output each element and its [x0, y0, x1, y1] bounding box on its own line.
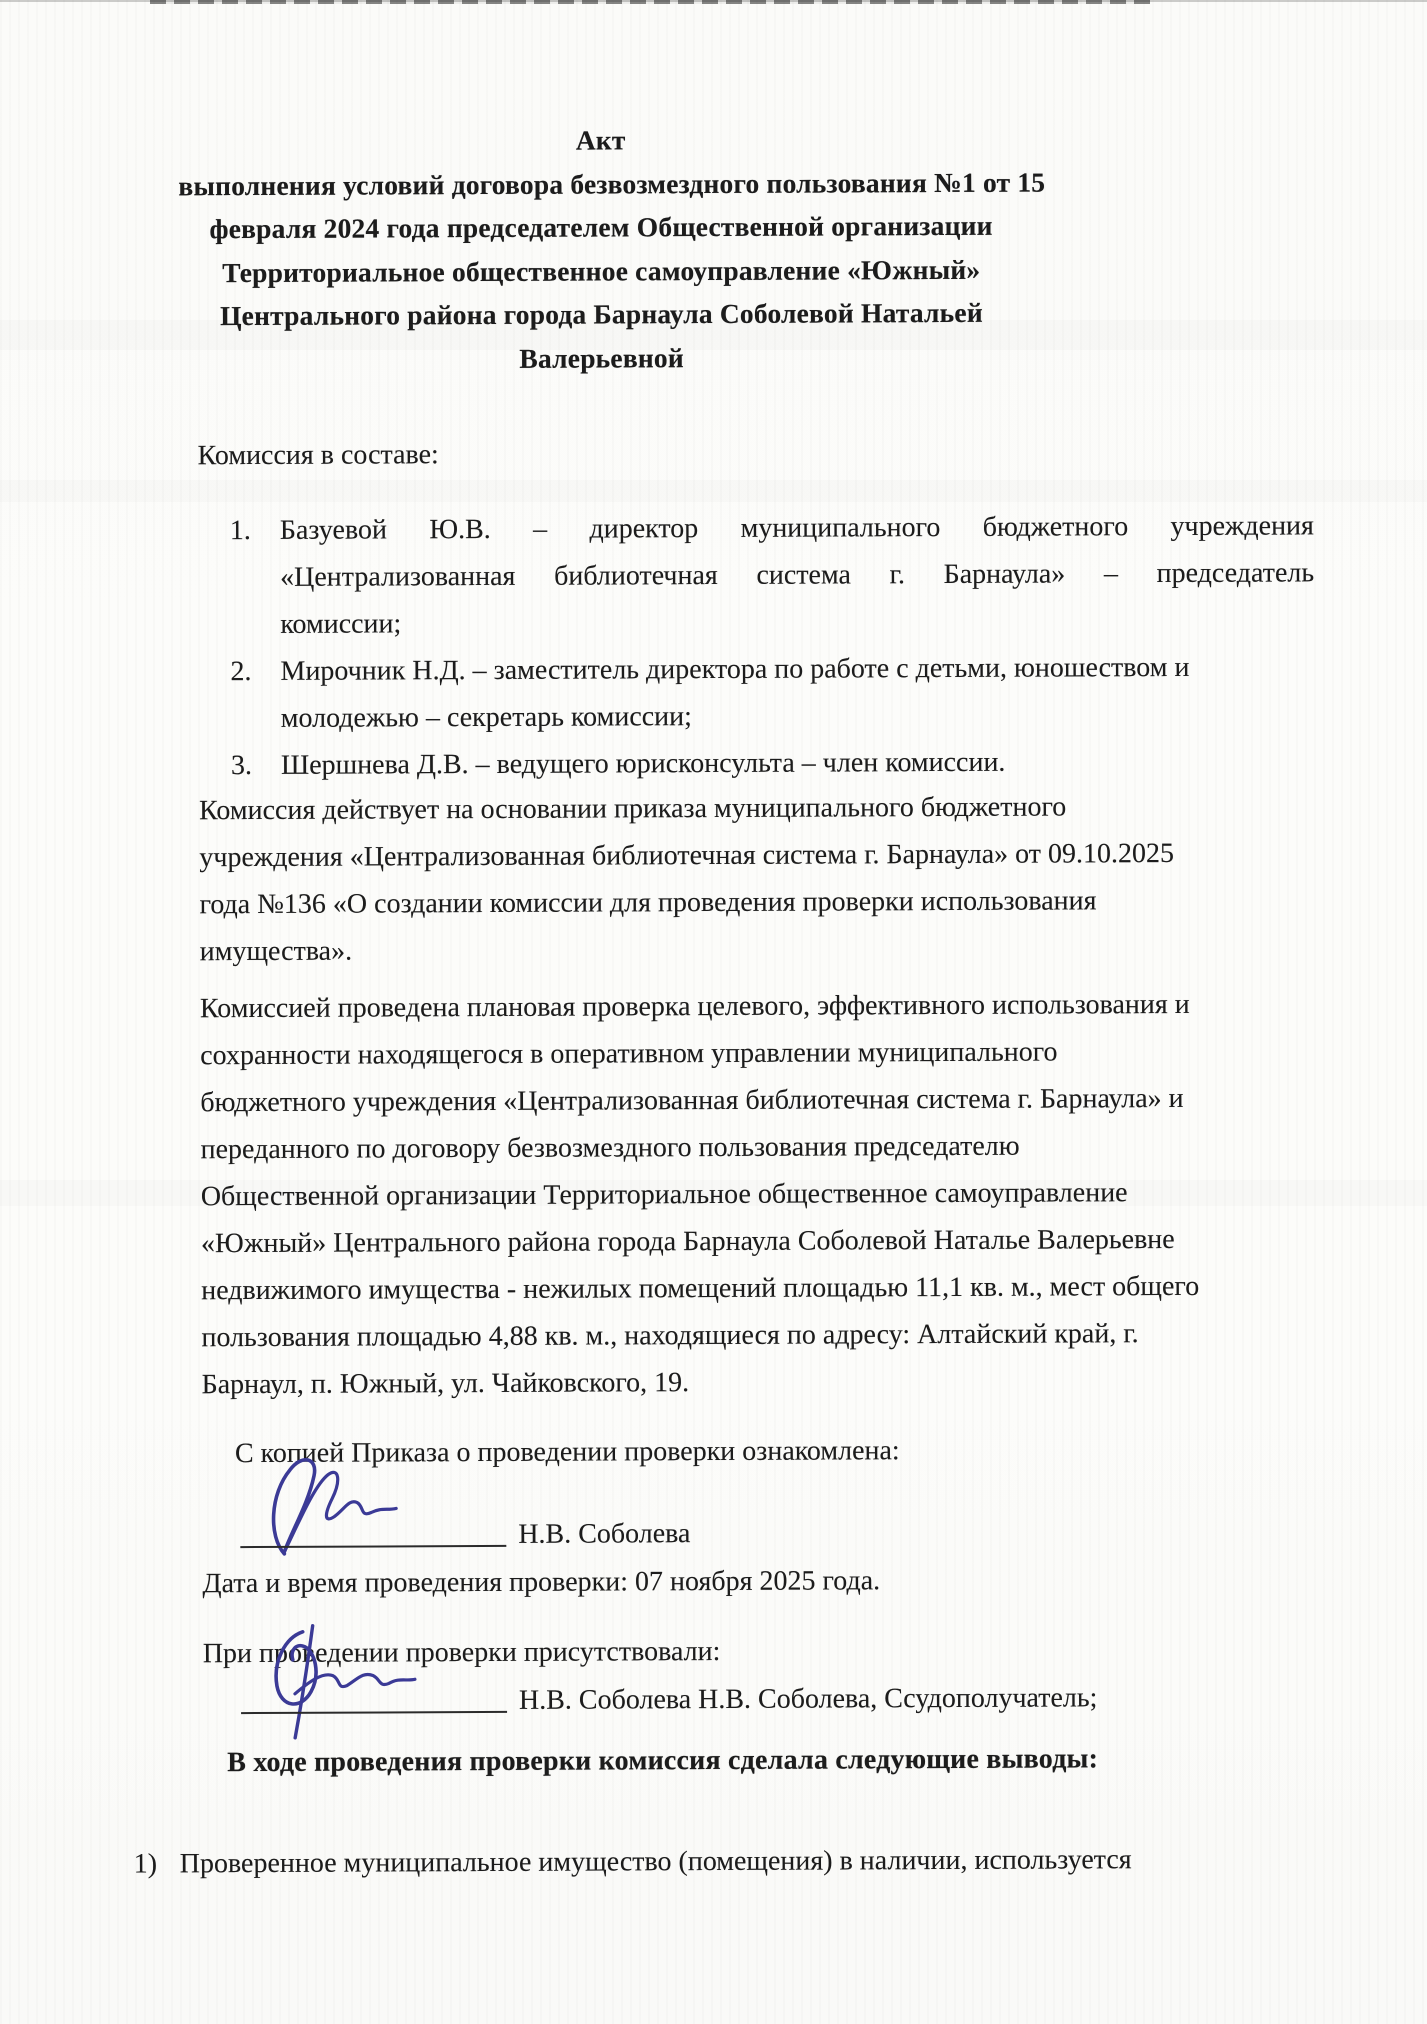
- finding-item-1: [134, 1835, 1394, 1887]
- document-title: [178, 117, 1046, 382]
- title-line: выполнения условий договора безвозмездного пользования №1 от 15: [178, 166, 1046, 201]
- commission-member-3: [231, 737, 1315, 789]
- paragraph-line: Общественной организации Территориальное общественное самоуправление: [200, 1177, 1128, 1213]
- signature-block-1: [240, 1445, 1340, 1558]
- paragraph-inspection: [200, 980, 1332, 1408]
- paragraph-basis: [199, 782, 1330, 975]
- member-line: Шершнева Д.В. – ведущего юрисконсульта – член комиссии.: [280, 746, 1006, 781]
- member-line: молодежью – секретарь комиссии;: [280, 701, 692, 734]
- signatory-name: Н.В. Соболева Н.В. Соболева, Ссудополучатель;: [518, 1682, 1098, 1716]
- paragraph-line: учреждения «Централизованная библиотечная система г. Барнаула» от 09.10.2025: [199, 837, 1175, 874]
- commission-members-list: [230, 502, 1315, 789]
- signatory-name: Н.В. Соболева: [518, 1518, 691, 1550]
- list-number: 1.: [229, 515, 251, 547]
- paragraph-line: бюджетного учреждения «Централизованная библиотечная система г. Барнаула» и: [200, 1082, 1184, 1119]
- title-line: Территориальное общественное самоуправление «Южный»: [222, 253, 981, 288]
- paragraph-line: Комиссией проведена плановая проверка целевого, эффективного использования и: [199, 988, 1190, 1025]
- member-line: Базуевой Ю.В. – директор муниципального бюджетного учреждения: [279, 510, 1314, 546]
- inspection-date-line: Дата и время проведения проверки: 07 ноября 2025 года.: [202, 1565, 881, 1600]
- paragraph-line: имущества».: [199, 935, 353, 968]
- list-number: 3.: [230, 750, 252, 782]
- member-line: Мирочник Н.Д. – заместитель директора по работе с детьми, юношеством и: [280, 651, 1190, 687]
- title-line: февраля 2024 года председателем Общественной организации: [209, 209, 993, 245]
- conclusions-heading: В ходе проведения проверки комиссия сделала следующие выводы:: [227, 1743, 1099, 1779]
- commission-member-1: [230, 502, 1315, 648]
- paragraph-line: Барнаул, п. Южный, ул. Чайковского, 19.: [201, 1367, 690, 1401]
- paragraph-line: переданного по договору безвозмездного пользования председателю: [200, 1130, 1020, 1166]
- title-line: Акт: [575, 124, 626, 156]
- member-line: комиссии;: [280, 608, 402, 640]
- paragraph-line: года №136 «О создании комиссии для проведения проверки использования: [199, 885, 1097, 921]
- handwritten-signature-icon: [255, 1619, 495, 1720]
- handwritten-signature-icon: [254, 1449, 494, 1558]
- present-line: При проведении проверки присутствовали:: [202, 1635, 721, 1670]
- acquainted-line: С копией Приказа о проведении проверки ознакомлена:: [234, 1435, 900, 1470]
- commission-member-2: [230, 643, 1314, 742]
- finding-marker: 1): [133, 1848, 158, 1880]
- paragraph-line: Комиссия действует на основании приказа муниципального бюджетного: [199, 791, 1067, 827]
- paragraph-line: «Южный» Центрального района города Барнаула Соболевой Наталье Валерьевне: [200, 1223, 1175, 1260]
- member-line: «Централизованная библиотечная система г. Барнаула» – председатель: [280, 557, 1315, 593]
- signature-block-2: [241, 1615, 1341, 1725]
- paragraph-line: недвижимого имущества - нежилых помещений площадью 11,1 кв. м., мест общего: [201, 1270, 1200, 1307]
- commission-intro: Комиссия в составе:: [197, 439, 439, 472]
- finding-text: Проверенное муниципальное имущество (помещения) в наличии, используется: [179, 1844, 1132, 1880]
- title-line: Валерьевной: [519, 341, 684, 374]
- paragraph-line: сохранности находящегося в оперативном управлении муниципального: [200, 1036, 1058, 1072]
- title-line: Центрального района города Барнаула Соболевой Натальей: [219, 296, 983, 332]
- paragraph-line: пользования площадью 4,88 кв. м., находящиеся по адресу: Алтайский край, г.: [201, 1318, 1139, 1354]
- list-number: 2.: [230, 656, 252, 688]
